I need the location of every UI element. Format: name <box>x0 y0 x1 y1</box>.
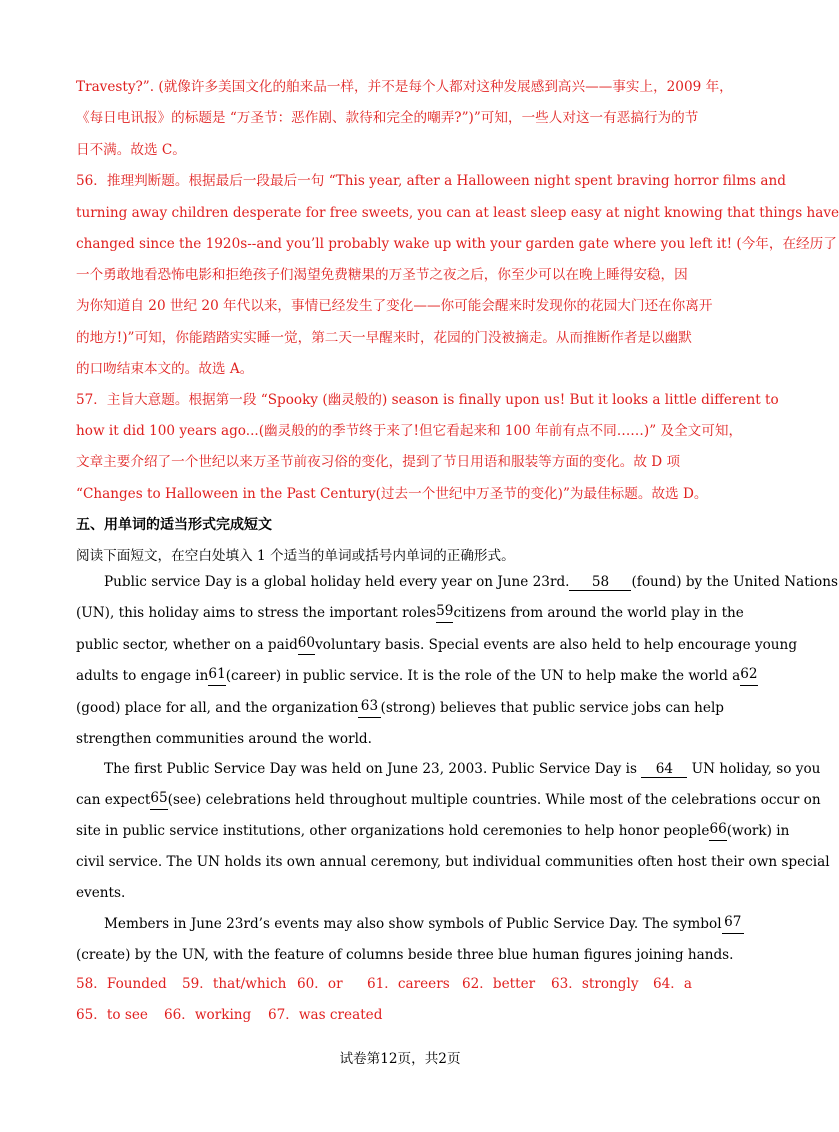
explanation-line: 的地方!)”可知，你能踏踏实实睡一觉，第二天一早醒来时，花园的门没被摘走。从而推断作者是以幽默 <box>76 330 692 346</box>
passage-line <box>76 698 724 718</box>
page-footer: 试卷第12页，共2页 <box>339 1051 461 1067</box>
passage-line <box>104 914 744 934</box>
explanation-line: how it did 100 years ago...(幽灵般的的季节终于来了!但它看起来和 100 年前有点不同……)” 及全文可知， <box>76 423 743 439</box>
explanation-line: 日不满。故选 C。 <box>76 142 186 158</box>
blank-59[interactable]: 59 <box>436 603 453 623</box>
blank-62[interactable]: 62 <box>740 666 757 686</box>
explanation-line: 一个勇敢地看恐怖电影和拒绝孩子们渴望免费糖果的万圣节之夜之后，你至少可以在晚上睡得安稳，因 <box>76 267 688 283</box>
explanation-line: 56．推理判断题。根据最后一段最后一句 “This year, after a Halloween night spent braving horror films and <box>76 173 786 189</box>
section-instruction: 阅读下面短文，在空白处填入 1 个适当的单词或括号内单词的正确形式。 <box>76 548 515 564</box>
passage-line <box>76 790 821 810</box>
explanation-line: 为你知道自 20 世纪 20 年代以来，事情已经发生了变化——你可能会醒来时发现你的花园大门还在你离开 <box>76 298 713 314</box>
passage-text: (see) celebrations held throughout multiple countries. While most of the celebrations occur on <box>167 792 821 808</box>
blank-63[interactable]: 63 <box>358 698 380 718</box>
blank-58[interactable]: 58 <box>569 574 631 591</box>
explanation-line: 《每日电讯报》的标题是 “万圣节：恶作剧、款待和完全的嘲弄?”)”可知，一些人对这一有恶搞行为的节 <box>76 110 699 126</box>
explanation-line: turning away children desperate for free sweets, you can at least sleep easy at night knowing that things have <box>76 205 839 221</box>
passage-text: (good) place for all, and the organization <box>76 700 359 716</box>
answer-60: 60．or <box>297 976 343 992</box>
passage-text: Members in June 23rd’s events may also show symbols of Public Service Day. The symbol <box>104 916 722 932</box>
passage-text: (work) in <box>726 823 790 839</box>
answer-64: 64．a <box>653 976 692 992</box>
blank-66[interactable]: 66 <box>709 821 726 841</box>
passage-line <box>104 759 820 779</box>
answer-61: 61．careers <box>367 976 450 992</box>
passage-text: (career) in public service. It is the role of the UN to help make the world a <box>225 668 741 684</box>
answer-59: 59．that/which <box>182 976 287 992</box>
passage-line <box>76 821 790 841</box>
passage-text: public sector, whether on a paid <box>76 637 298 653</box>
passage-line: (create) by the UN, with the feature of columns beside three blue human figures joining hands. <box>76 947 734 963</box>
answer-63: 63．strongly <box>551 976 639 992</box>
blank-60[interactable]: 60 <box>298 635 315 655</box>
passage-text: voluntary basis. Special events are also held to help encourage young <box>315 637 798 653</box>
passage-text: (found) by the United Nations <box>631 574 838 590</box>
passage-text: (strong) believes that public service jobs can help <box>380 700 724 716</box>
passage-text: Public service Day is a global holiday held every year on June 23rd. <box>104 574 570 590</box>
answer-62: 62．better <box>462 976 536 992</box>
passage-text: can expect <box>76 792 151 808</box>
explanation-line: Travesty?”. (就像许多美国文化的舶来品一样，并不是每个人都对这种发展感到高兴——事实上，2009 年， <box>76 79 733 95</box>
blank-64[interactable]: 64 <box>641 761 687 778</box>
passage-text: (UN), this holiday aims to stress the important roles <box>76 605 437 621</box>
passage-line <box>76 635 798 655</box>
passage-text: The first Public Service Day was held on June 23, 2003. Public Service Day is <box>104 761 638 777</box>
section-heading: 五、用单词的适当形式完成短文 <box>76 517 272 533</box>
answer-67: 67．was created <box>268 1007 383 1023</box>
explanation-line: 的口吻结束本文的。故选 A。 <box>76 361 254 377</box>
blank-65[interactable]: 65 <box>150 790 167 810</box>
passage-line <box>104 572 838 592</box>
passage-line: civil service. The UN holds its own annual ceremony, but individual communities often host their own special <box>76 854 830 870</box>
explanation-line: 文章主要介绍了一个世纪以来万圣节前夜习俗的变化，提到了节日用语和服装等方面的变化。故 D 项 <box>76 454 681 470</box>
passage-line: events. <box>76 885 126 901</box>
passage-line <box>76 666 758 686</box>
explanation-line: changed since the 1920s--and you’ll probably wake up with your garden gate where you left it! (今年，在经历了 <box>76 236 837 252</box>
explanation-line: “Changes to Halloween in the Past Century(过去一个世纪中万圣节的变化)”为最佳标题。故选 D。 <box>76 486 708 502</box>
passage-text: adults to engage in <box>76 668 209 684</box>
passage-text: citizens from around the world play in the <box>453 605 744 621</box>
explanation-line: 57．主旨大意题。根据第一段 “Spooky (幽灵般的) season is finally upon us! But it looks a little different to <box>76 392 779 408</box>
answer-66: 66．working <box>164 1007 252 1023</box>
answer-65: 65．to see <box>76 1007 148 1023</box>
blank-67[interactable]: 67 <box>722 914 744 934</box>
passage-text: site in public service institutions, other organizations hold ceremonies to help honor people <box>76 823 710 839</box>
passage-line: strengthen communities around the world. <box>76 731 372 747</box>
blank-61[interactable]: 61 <box>208 666 225 686</box>
passage-text: UN holiday, so you <box>691 761 821 777</box>
answer-58: 58．Founded <box>76 976 167 992</box>
passage-line <box>76 603 744 623</box>
